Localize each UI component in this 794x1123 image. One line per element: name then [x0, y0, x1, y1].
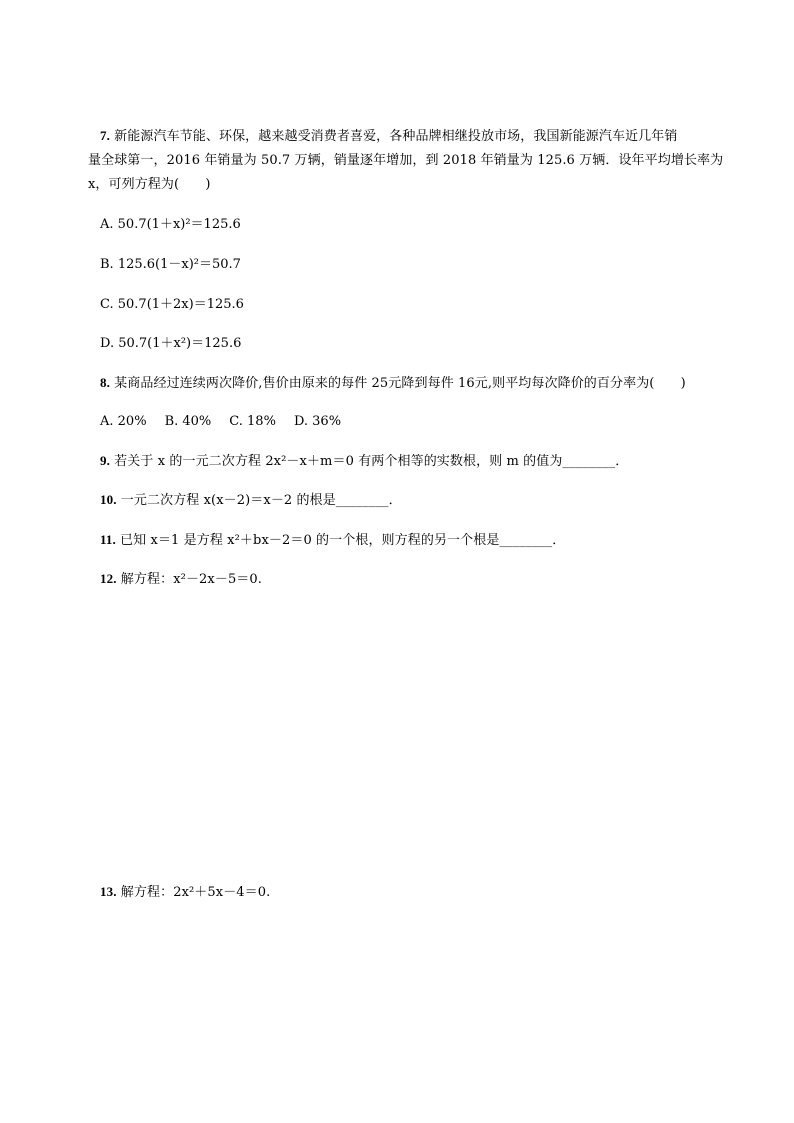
question-10-number: 10. [100, 492, 117, 507]
question-13-text: 解方程：2x²＋5x－4＝0. [116, 885, 271, 900]
question-8-option-c: C. 18% [229, 414, 276, 429]
question-11-text: 已知 x＝1 是方程 x²＋bx－2＝0 的一个根，则方程的另一个根是________． [115, 533, 566, 548]
question-7-line-1 [100, 128, 678, 145]
question-7-line-3: x，可列方程为( ) [88, 177, 211, 192]
question-7-line-2: 量全球第一，2016 年销量为 50.7 万辆，销量逐年增加，到 2018 年销量为 125.6 万辆．设年平均增长率为 [88, 153, 724, 168]
question-13-number: 13. [100, 884, 117, 899]
question-11-number: 11. [100, 532, 116, 547]
question-13-line [100, 884, 270, 901]
question-7-option-b: B. 125.6(1－x)²＝50.7 [100, 257, 241, 272]
question-9-number: 9. [100, 453, 110, 468]
question-7-number: 7. [100, 128, 110, 143]
question-7-option-c: C. 50.7(1＋2x)＝125.6 [100, 297, 244, 312]
question-9-line [100, 453, 628, 470]
question-12-line [100, 571, 262, 588]
question-10-line [100, 492, 402, 509]
question-7-option-a: A. 50.7(1＋x)²＝125.6 [100, 217, 241, 232]
question-9-text: 若关于 x 的一元二次方程 2x²－x＋m＝0 有两个相等的实数根，则 m 的值为________． [109, 454, 629, 469]
question-12-number: 12. [100, 571, 117, 586]
question-7-text-1: 新能源汽车节能、环保，越来越受消费者喜爱，各种品牌相继投放市场，我国新能源汽车近几年销 [109, 129, 678, 144]
question-11-line [100, 532, 565, 549]
question-8-option-d: D. 36% [293, 414, 342, 429]
question-8-option-b: B. 40% [164, 414, 212, 429]
question-7-option-d: D. 50.7(1＋x²)＝125.6 [100, 336, 242, 351]
question-12-text: 解方程：x²－2x－5＝0. [116, 572, 263, 587]
question-8-number: 8. [100, 375, 110, 390]
question-8-options [100, 414, 341, 430]
question-8-option-a: A. 20% [100, 414, 147, 429]
question-8-text: 某商品经过连续两次降价,售价由原来的每件 25元降到每件 16元,则平均每次降价的百分率为( ) [109, 376, 686, 391]
question-8-line [100, 375, 686, 392]
question-10-text: 一元二次方程 x(x－2)＝x－2 的根是________． [116, 493, 402, 508]
